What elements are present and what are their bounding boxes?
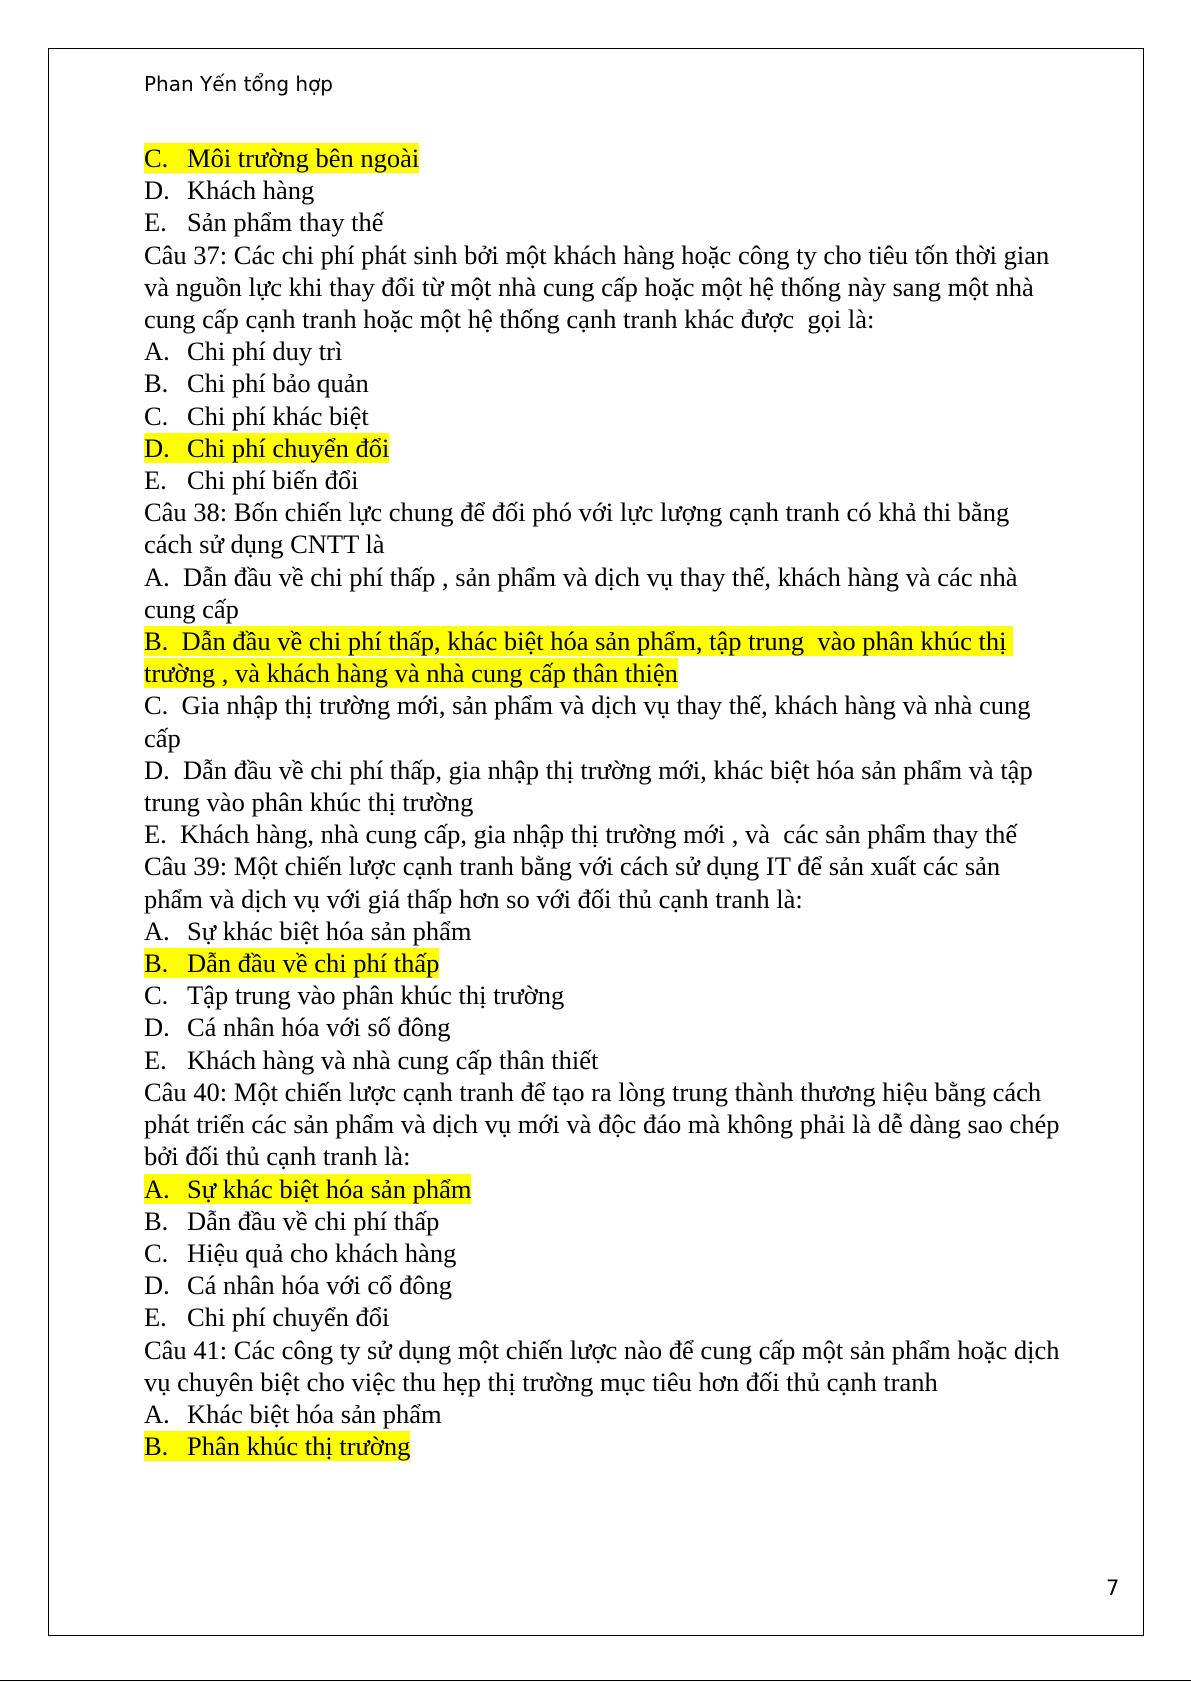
q39-option-d: D. Cá nhân hóa với số đông [144, 1012, 451, 1043]
question-38: Câu 38: Bốn chiến lực chung để đối phó với lực lượng cạnh tranh có khả thi bằng cách sử dụng CNTT là [144, 497, 1016, 560]
q39-option-b [144, 947, 1064, 979]
q40-option-a [144, 1173, 1064, 1205]
q41-option-b [144, 1430, 1064, 1462]
q40-option-e: E. Chi phí chuyển đổi [144, 1302, 390, 1333]
question-37: Câu 37: Các chi phí phát sinh bởi một khách hàng hoặc công ty cho tiêu tốn thời gian và nguồn lực khi thay đổi từ một nhà cung cấp hoặc một hệ thống này sang một nhà cung cấp cạnh tranh hoặc một hệ thống cạnh tranh khác được gọi là: [144, 239, 1056, 335]
page-number: 7 [1106, 1576, 1120, 1600]
answer-highlight: B. Dẫn đầu về chi phí thấp, khác biệt hóa sản phẩm, tập trung vào phân khúc thị trường , và khách hàng và nhà cung cấp thân thiện [144, 626, 1014, 689]
q37-option-a: A. Chi phí duy trì [144, 336, 343, 367]
answer-highlight: D. Chi phí chuyển đổi [144, 432, 390, 463]
question-40: Câu 40: Một chiến lược cạnh tranh để tạo ra lòng trung thành thương hiệu bằng cách phát triển các sản phẩm và dịch vụ mới và độc đáo mà không phải là dễ dàng sao chép bởi đối thủ cạnh tranh là: [144, 1076, 1067, 1172]
answer-highlight: B. Phân khúc thị trường [144, 1431, 411, 1462]
option-e: E. Sản phẩm thay thế [144, 207, 384, 238]
q38-option-e: E. Khách hàng, nhà cung cấp, gia nhập thị trường mới , và các sản phẩm thay thế [144, 819, 1018, 850]
q37-option-b: B. Chi phí bảo quản [144, 368, 369, 399]
q38-option-d: D. Dẫn đầu về chi phí thấp, gia nhập thị trường mới, khác biệt hóa sản phẩm và tập trung vào phân khúc thị trường [144, 754, 1040, 818]
answer-highlight: C. Môi trường bên ngoài [144, 143, 420, 173]
answer-highlight: B. Dẫn đầu về chi phí thấp [144, 948, 440, 979]
option-d: D. Khách hàng [144, 175, 315, 206]
document-body [144, 142, 1067, 1462]
q37-option-e: E. Chi phí biến đổi [144, 465, 359, 496]
q39-option-e: E. Khách hàng và nhà cung cấp thân thiết [144, 1044, 599, 1075]
question-39: Câu 39: Một chiến lược cạnh tranh bằng với cách sử dụng IT để sản xuất các sản phẩm và dịch vụ với giá thấp hơn so với đối thủ cạnh tranh là: [144, 851, 1007, 914]
question-41: Câu 41: Các công ty sử dụng một chiến lược nào để cung cấp một sản phẩm hoặc dịch vụ chuyên biệt cho việc thu hẹp thị trường mục tiêu hơn đối thủ cạnh tranh [144, 1334, 1067, 1397]
bottom-rule [0, 1680, 1191, 1681]
q38-option-b [144, 625, 1064, 689]
q40-option-b: B. Dẫn đầu về chi phí thấp [144, 1205, 440, 1236]
q40-option-c: C. Hiệu quả cho khách hàng [144, 1237, 457, 1268]
q39-option-c: C. Tập trung vào phân khúc thị trường [144, 980, 565, 1011]
q40-option-d: D. Cá nhân hóa với cổ đông [144, 1270, 452, 1301]
answer-highlight: A. Sự khác biệt hóa sản phẩm [144, 1173, 472, 1204]
q41-option-a: A. Khác biệt hóa sản phẩm [144, 1398, 442, 1429]
option-c [144, 142, 1064, 174]
q37-option-d [144, 432, 1064, 464]
q39-option-a: A. Sự khác biệt hóa sản phẩm [144, 915, 472, 946]
q38-option-c: C. Gia nhập thị trường mới, sản phẩm và dịch vụ thay thế, khách hàng và nhà cung cấp [144, 690, 1038, 753]
q38-option-a: A. Dẫn đầu về chi phí thấp , sản phẩm và dịch vụ thay thế, khách hàng và các nhà cung cấp [144, 561, 1025, 624]
q37-option-c: C. Chi phí khác biệt [144, 400, 369, 431]
page-header: Phan Yến tổng hợp [144, 72, 333, 96]
